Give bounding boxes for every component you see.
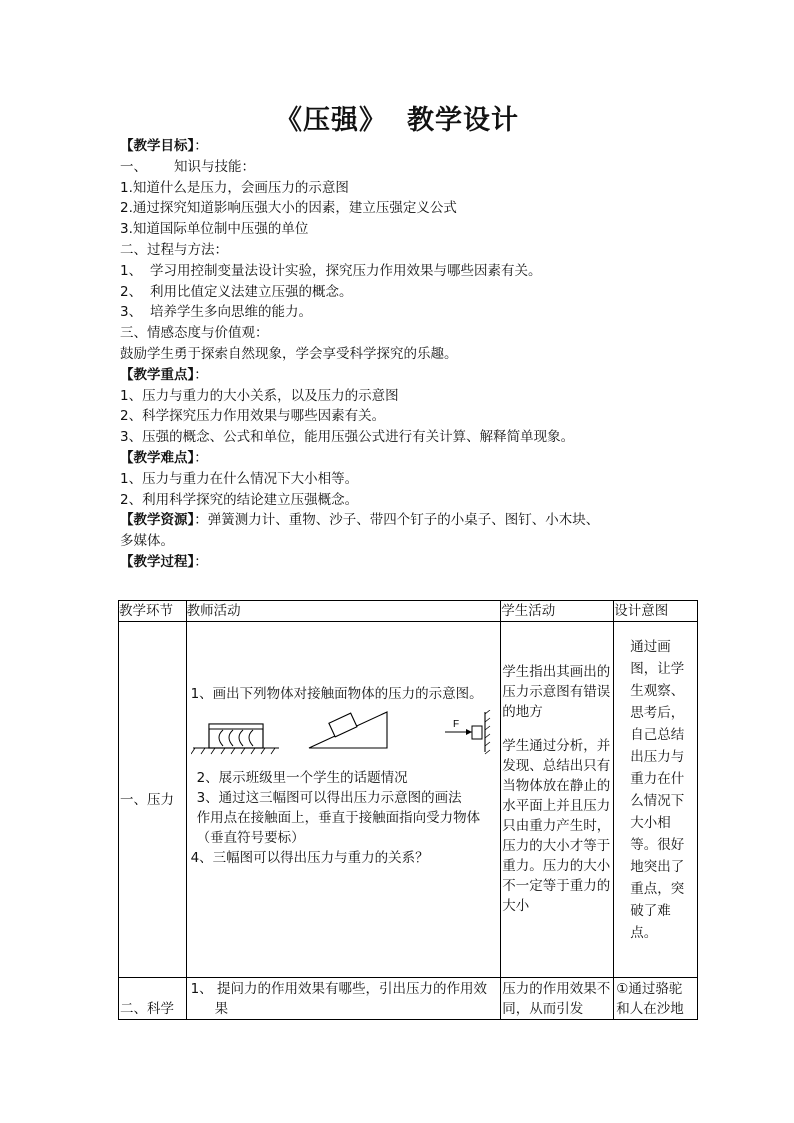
- process-heading-line: [120, 552, 700, 573]
- attitude-text: 鼓励学生勇于探索自然现象，学会享受科学探究的乐趣。: [120, 345, 458, 362]
- resources-line: [120, 510, 700, 531]
- header-student: 学生活动: [501, 601, 614, 622]
- key-point-item: 1、压力与重力的大小关系，以及压力的示意图: [120, 387, 399, 404]
- item-text: 学习用控制变量法设计实验，探究压力作用效果与哪些因素有关。: [150, 262, 542, 279]
- student-activity-cell: 压力的作用效果不同，从而引发: [501, 978, 614, 1020]
- resources-heading: 【教学资源】: [120, 512, 195, 529]
- knowledge-heading: 知识与技能：: [174, 158, 255, 175]
- incline-figure: [309, 712, 387, 748]
- teacher-activity-cell: [186, 622, 501, 978]
- header-teacher: 教师活动: [186, 601, 501, 622]
- knowledge-item: 3.知道国际单位制中压强的单位: [120, 221, 309, 238]
- key-point-item: 3、压强的概念、公式和单位，能用压强公式进行有关计算、解释简单现象。: [120, 429, 575, 446]
- item-number: 1、: [120, 262, 143, 279]
- teacher-step: 4、三幅图可以得出压力与重力的关系？: [190, 850, 429, 866]
- document-body: [120, 136, 700, 573]
- process-method-item: [120, 282, 700, 303]
- knowledge-item: 1.知道什么是压力，会画压力的示意图: [120, 179, 349, 196]
- title-part2: 教学设计: [407, 105, 519, 136]
- knowledge-item: 2.通过探究知道影响压强大小的因素，建立压强定义公式: [120, 200, 457, 217]
- attitude-heading: 三、情感态度与价值观：: [120, 325, 269, 342]
- teacher-step: 1、画出下列物体对接触面物体的压力的示意图。: [190, 686, 483, 702]
- stage-cell: 二、科学: [119, 978, 187, 1020]
- title-part1: 《压强》: [275, 105, 387, 136]
- process-method-heading: 二、过程与方法：: [120, 241, 228, 258]
- teacher-step: 1、 提问力的作用效果有哪些，引出压力的作用效果: [190, 981, 487, 1017]
- goals-colon: ：: [194, 138, 208, 154]
- item-number: 2、: [120, 283, 143, 300]
- table-row: [119, 622, 698, 978]
- item-text: 利用比值定义法建立压强的概念。: [150, 283, 353, 300]
- design-intent-cell: 通过画图，让学生观察、思考后，自己总结出压力与重力在什么情况下大小相等。很好地突出了重点，突破了难点。: [614, 622, 698, 978]
- stage-cell: 一、压力: [119, 622, 187, 978]
- force-label-f: F: [452, 719, 459, 730]
- header-design: 设计意图: [614, 601, 698, 622]
- teaching-process-table: [118, 600, 698, 1020]
- key-points-colon: ：: [194, 366, 208, 383]
- resources-text: ：弹簧测力计、重物、沙子、带四个钉子的小桌子、图钉、小木块、: [194, 512, 600, 529]
- resources-line-2: 多媒体。: [120, 533, 174, 550]
- goals-heading: 【教学目标】: [120, 138, 195, 154]
- key-points-heading-line: [120, 365, 700, 386]
- force-diagrams: [191, 710, 499, 764]
- header-stage: 教学环节: [119, 601, 187, 622]
- student-text: 学生指出其画出的压力示意图有错误的地方: [502, 664, 611, 720]
- goals-heading-line: [120, 136, 700, 157]
- key-points-heading: 【教学重点】: [120, 366, 195, 383]
- process-heading: 【教学过程】: [120, 553, 195, 570]
- process-method-item: [120, 261, 700, 282]
- student-activity-cell: [501, 622, 614, 978]
- teacher-step: 2、展示班级里一个学生的话题情况: [196, 770, 408, 786]
- table-header-row: [119, 601, 698, 622]
- process-colon: ：: [194, 553, 208, 570]
- difficulty-colon: ：: [194, 449, 208, 466]
- item-text: 培养学生多向思维的能力。: [150, 304, 312, 321]
- difficulty-heading-line: [120, 448, 700, 469]
- force-diagram-svg: [191, 710, 491, 764]
- teacher-step: 作用点在接触面上，垂直于接触面指向受力物体（垂直符号要标）: [196, 810, 481, 846]
- teacher-step: 3、通过这三幅图可以得出压力示意图的画法: [196, 790, 462, 806]
- difficulty-item: 1、压力与重力在什么情况下大小相等。: [120, 470, 359, 487]
- knowledge-heading-line: [120, 157, 700, 178]
- process-method-item: [120, 302, 700, 323]
- table-row: [119, 978, 698, 1020]
- teacher-activity-cell: [186, 978, 501, 1020]
- difficulty-heading: 【教学难点】: [120, 449, 195, 466]
- page-title: [0, 98, 794, 137]
- student-text: 学生通过分析，并发现、总结出只有当物体放在静止的水平面上并且压力只由重力产生时，压力的大小才等于重力。压力的大小不一定等于重力的大小: [502, 738, 611, 914]
- wall-push-figure: [445, 710, 490, 754]
- item-number: 3、: [120, 304, 143, 321]
- design-intent-cell: ①通过骆驼和人在沙地: [614, 978, 698, 1020]
- difficulty-item: 2、利用科学探究的结论建立压强概念。: [120, 491, 359, 508]
- knowledge-num: 一、: [120, 158, 147, 175]
- block-on-ground-figure: [191, 724, 279, 754]
- key-point-item: 2、科学探究压力作用效果与哪些因素有关。: [120, 408, 386, 425]
